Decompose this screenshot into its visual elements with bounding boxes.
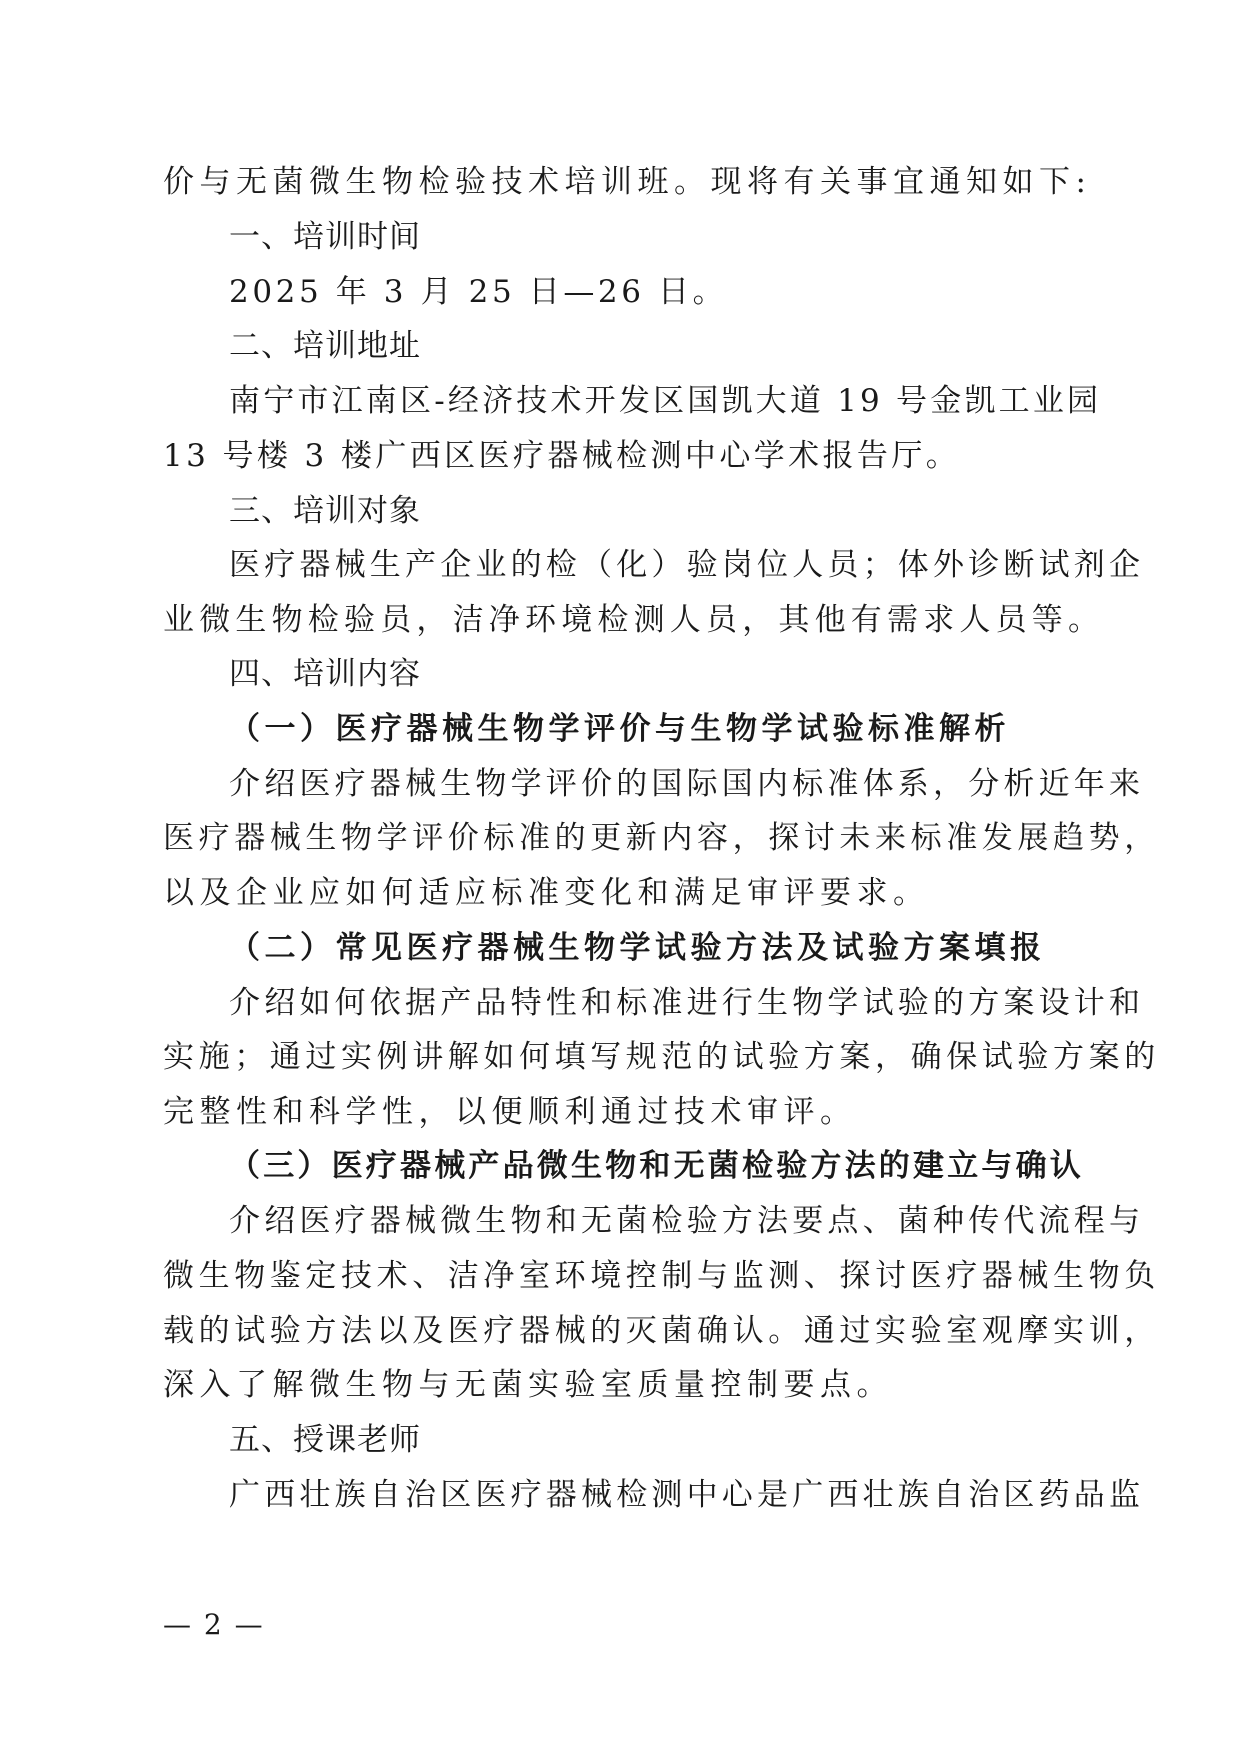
teacher-line-1: 广西壮族自治区医疗器械检测中心是广西壮族自治区药品监 bbox=[229, 1477, 1145, 1513]
section-heading-instructors: 五、授课老师 bbox=[229, 1422, 421, 1458]
content-3-line-2: 微生物鉴定技术、洁净室环境控制与监测、探讨医疗器械生物负 bbox=[163, 1258, 1160, 1294]
audience-line-1: 医疗器械生产企业的检（化）验岗位人员；体外诊断试剂企 bbox=[229, 547, 1145, 583]
content-2-line-1: 介绍如何依据产品特性和标准进行生物学试验的方案设计和 bbox=[229, 985, 1145, 1021]
content-3-line-1: 介绍医疗器械微生物和无菌检验方法要点、菌种传代流程与 bbox=[229, 1203, 1145, 1239]
training-time-text: 2025 年 3 月 25 日—26 日。 bbox=[229, 274, 728, 310]
address-line-1: 南宁市江南区-经济技术开发区国凯大道 19 号金凯工业园 bbox=[229, 383, 1102, 419]
section-heading-training-address: 二、培训地址 bbox=[229, 328, 421, 364]
intro-continuation-line: 价与无菌微生物检验技术培训班。现将有关事宜通知如下: bbox=[163, 164, 1092, 200]
content-3-line-4: 深入了解微生物与无菌实验室质量控制要点。 bbox=[163, 1367, 893, 1403]
content-1-line-1: 介绍医疗器械生物学评价的国际国内标准体系，分析近年来 bbox=[229, 766, 1145, 802]
content-1-line-3: 以及企业应如何适应标准变化和满足审评要求。 bbox=[163, 875, 930, 911]
section-heading-training-time: 一、培训时间 bbox=[229, 219, 421, 255]
content-2-line-2: 实施；通过实例讲解如何填写规范的试验方案，确保试验方案的 bbox=[163, 1039, 1160, 1075]
page-number: — 2 — bbox=[163, 1608, 265, 1641]
content-2-line-3: 完整性和科学性，以便顺利通过技术审评。 bbox=[163, 1094, 857, 1130]
section-heading-training-content: 四、培训内容 bbox=[229, 656, 421, 692]
section-heading-training-audience: 三、培训对象 bbox=[229, 493, 421, 529]
subheading-biological-evaluation: （一）医疗器械生物学评价与生物学试验标准解析 bbox=[229, 711, 1010, 747]
subheading-microbial-sterility: （三）医疗器械产品微生物和无菌检验方法的建立与确认 bbox=[229, 1148, 1084, 1184]
subheading-test-methods: （二）常见医疗器械生物学试验方法及试验方案填报 bbox=[229, 930, 1046, 966]
audience-line-2: 业微生物检验员，洁净环境检测人员，其他有需求人员等。 bbox=[163, 602, 1105, 638]
content-1-line-2: 医疗器械生物学评价标准的更新内容，探讨未来标准发展趋势， bbox=[163, 820, 1160, 856]
address-line-2: 13 号楼 3 楼广西区医疗器械检测中心学术报告厅。 bbox=[163, 438, 961, 474]
content-3-line-3: 载的试验方法以及医疗器械的灭菌确认。通过实验室观摩实训， bbox=[163, 1313, 1160, 1349]
